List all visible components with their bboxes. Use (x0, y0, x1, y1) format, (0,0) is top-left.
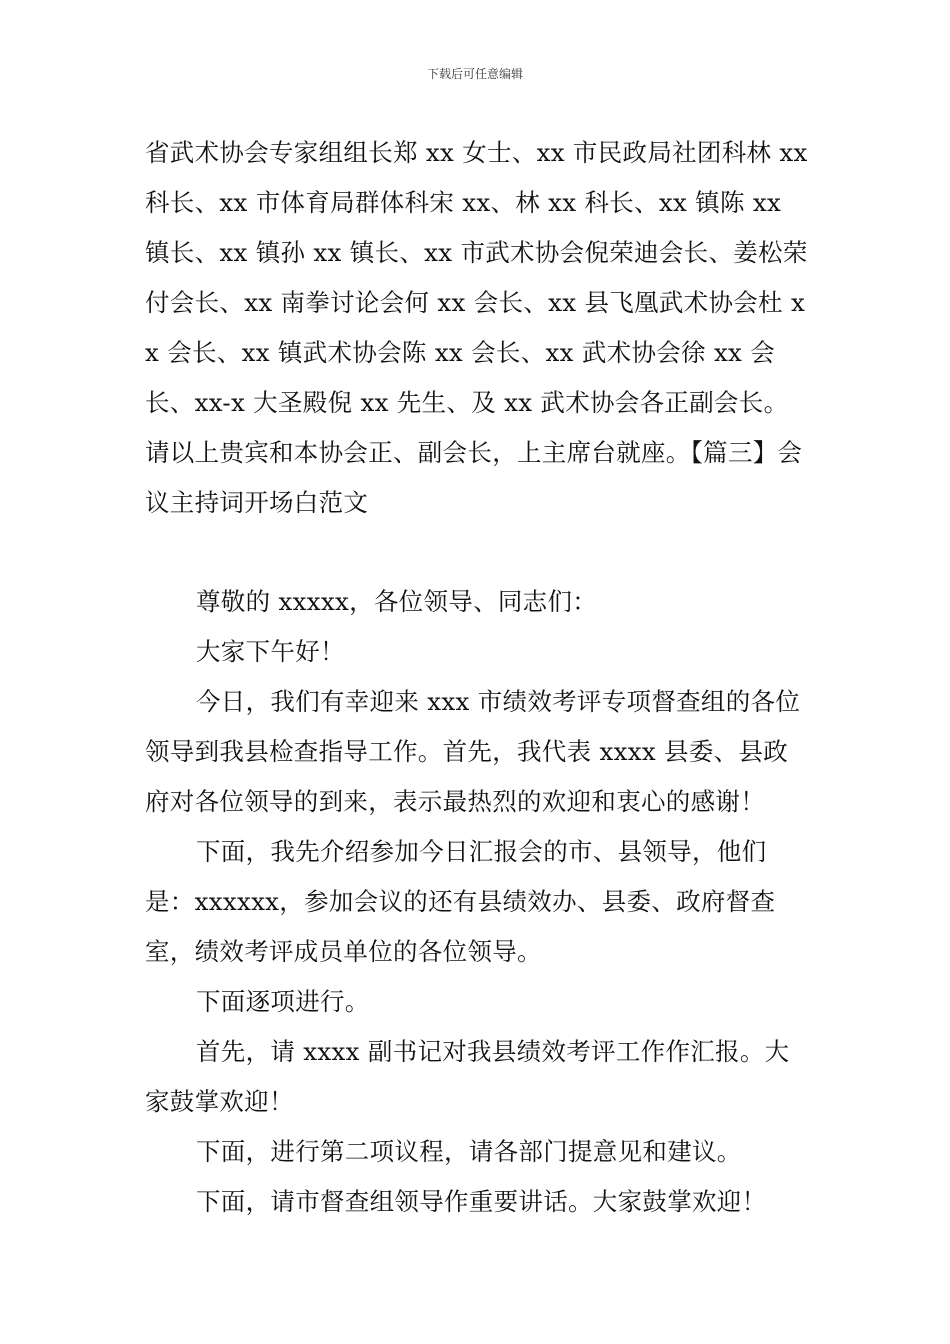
paragraph-agenda-two: 下面，进行第二项议程，请各部门提意见和建议。 (196, 1137, 742, 1166)
paragraph-guest-list: 省武术协会专家组组长郑 xx 女士、xx 市民政局社团科林 xx 科长、xx 市体育局群体科宋 xx、林 xx 科长、xx 镇陈 xx 镇长、xx 镇孙 xx 镇长、xx 市武术协会倪荣迪会长、姜松荣付会长、xx 南拳讨论会何 xx 会长、xx 县飞凰武术协会杜 xx 会长、xx 镇武术协会陈 xx 会长、xx 武术协会徐 xx 会长、xx-x 大圣殿倪 xx 先生、及 xx 武术协会各正副会长。请以上贵宾和本协会正、副会长，上主席台就座。【篇三】会议主持词开场白范文 (145, 138, 808, 517)
paragraph-welcome: 今日，我们有幸迎来 xxx 市绩效考评专项督查组的各位领导到我县检查指导工作。首先，我代表 xxxx 县委、县政府对各位领导的到来，表示最热烈的欢迎和衷心的感谢！ (145, 687, 801, 816)
paragraph-introduction: 下面，我先介绍参加今日汇报会的市、县领导，他们是：xxxxxx，参加会议的还有县绩效办、县委、政府督查室，绩效考评成员单位的各位领导。 (145, 837, 776, 966)
document-body (145, 128, 811, 1227)
paragraph-proceed: 下面逐项进行。 (196, 987, 370, 1016)
paragraph-salutation: 尊敬的 xxxxx，各位领导、同志们： (196, 587, 598, 616)
page-header: 下载后可任意编辑 (426, 67, 523, 81)
paragraph-speech: 下面，请市督查组领导作重要讲话。大家鼓掌欢迎！ (196, 1187, 767, 1216)
paragraph-report: 首先，请 xxxx 副书记对我县绩效考评工作作汇报。大家鼓掌欢迎！ (145, 1037, 790, 1116)
paragraph-greeting: 大家下午好！ (196, 637, 345, 666)
paragraph-gap (145, 528, 811, 577)
